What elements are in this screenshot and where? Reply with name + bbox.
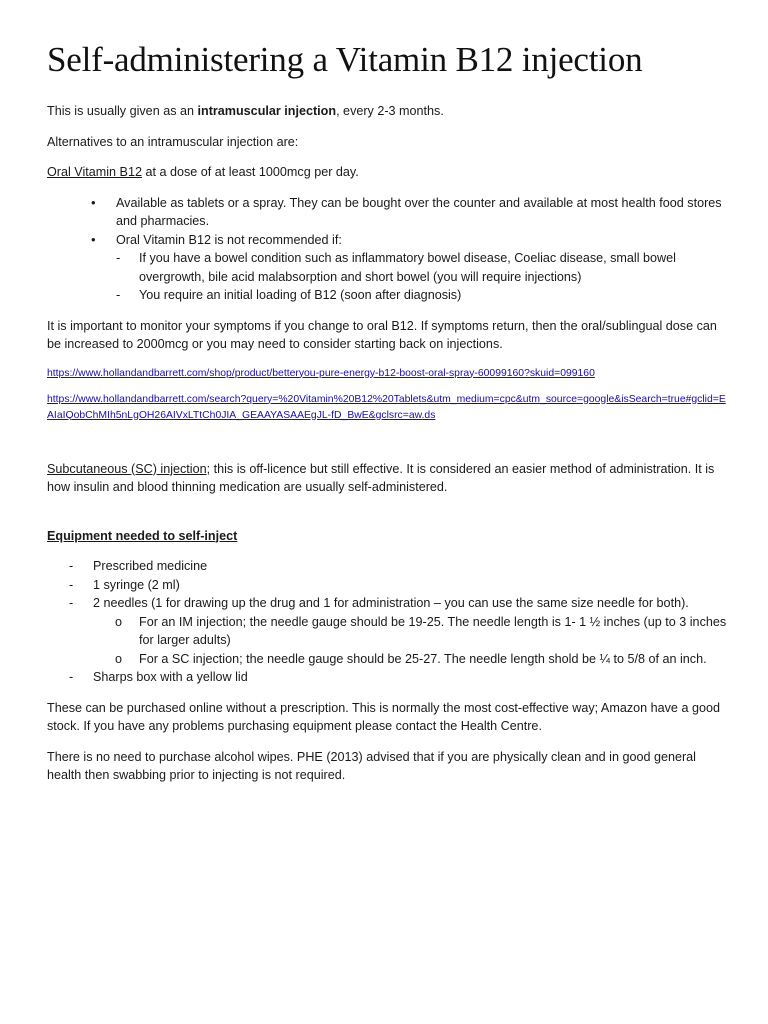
list-item [47,576,727,595]
list-item [47,231,727,305]
needle-notes-list [93,613,727,669]
oral-b12-bullet-list [47,194,727,305]
page-title: Self-administering a Vitamin B12 injection [47,40,643,79]
oral-b12-paragraph [47,163,727,182]
equipment-list [47,557,727,687]
bullet-marker: • [91,231,96,247]
dash-marker: - [69,670,74,684]
link-paragraph [47,366,727,382]
list-item-text: If you have a bowel condition such as inflammatory bowel disease, Coeliac disease, small bowel overgrowth, bile acid malabsorption and short bowel (you will require injections) [139,251,676,284]
list-item [93,650,727,669]
list-item-text: You require an initial loading of B12 (soon after diagnosis) [139,288,462,302]
spacer [47,509,727,527]
subcutaneous-text: ; this is off-licence but still effective. It is considered an easier method of administration. It is how insulin and blood thinning medication are usually self-administered. [47,461,715,494]
subcutaneous-paragraph [47,460,727,497]
document-page [47,40,727,797]
list-item-text: Prescribed medicine [93,559,208,573]
oral-spray-link[interactable]: https://www.hollandandbarrett.com/shop/product/betteryou-pure-energy-b12-boost-oral-spray-60099160?skuid=099160 [47,367,595,379]
list-item-text: 1 syringe (2 ml) [93,577,180,592]
list-item-text: Oral Vitamin B12 is not recommended if: [116,232,342,247]
purchase-paragraph: These can be purchased online without a prescription. This is normally the most cost-effective way; Amazon have a good stock. If you have any problems purchasing equipment please contact the Health Centre. [47,700,720,733]
list-item [93,613,727,650]
list-item [47,194,727,231]
equipment-heading: Equipment needed to self-inject [47,528,238,543]
dash-marker: - [69,596,74,610]
intro-text-post: , every 2-3 months. [336,104,444,118]
list-item-text: For an IM injection; the needle gauge should be 19-25. The needle length is 1- 1 ½ inches (up to 3 inches for larger adults) [139,614,727,647]
list-item [47,557,727,576]
spacer [47,434,727,460]
oral-b12-dose: at a dose of at least 1000mcg per day. [141,165,359,179]
dash-marker: - [116,250,121,265]
intro-paragraph [47,102,727,121]
alcohol-wipes-paragraph: There is no need to purchase alcohol wipes. PHE (2013) advised that if you are physically clean and in good general health then swabbing prior to injecting is not required. [47,749,696,782]
list-item [47,668,727,687]
circle-marker: o [115,614,123,629]
link-paragraph [47,392,727,424]
dash-marker: - [116,287,121,302]
bullet-marker: • [91,194,96,210]
list-item-text: Available as tablets or a spray. They can be bought over the counter and available at most health food stores and pharmacies. [116,195,722,228]
list-item-text: 2 needles (1 for drawing up the drug and 1 for administration – you can use the same size needle for both). [93,596,689,610]
list-item-text: For a SC injection; the needle gauge should be 25-27. The needle length shold be ¼ to 5/8 of an inch. [139,651,707,666]
list-item [116,286,727,305]
not-recommended-list [116,249,727,305]
circle-marker: o [115,651,123,666]
oral-b12-label: Oral Vitamin B12 [47,165,142,179]
list-item [47,594,727,668]
monitor-paragraph: It is important to monitor your symptoms if you change to oral B12. If symptoms return, then the oral/sublingual dose can be increased to 2000mcg or you may need to consider starting back on injections. [47,318,717,351]
dash-marker: - [69,577,74,592]
tablets-search-link[interactable]: https://www.hollandandbarrett.com/search?query=%20Vitamin%20B12%20Tablets&utm_medium=cpc&utm_source=google&isSearch=true#gclid=EAIaIQobChMIh5nLgOH26AIVxLTtCh0JIA_GEAAYASAAEgJL-fD_BwE&gclsrc=aw.ds [47,393,726,421]
list-item [116,249,727,286]
dash-marker: - [69,559,74,573]
subcutaneous-label: Subcutaneous (SC) injection [47,461,207,476]
alternatives-heading: Alternatives to an intramuscular injection are: [47,134,299,149]
list-item-text: Sharps box with a yellow lid [93,670,248,684]
intro-text-pre: This is usually given as an [47,104,198,118]
intro-text-bold: intramuscular injection [197,104,337,118]
